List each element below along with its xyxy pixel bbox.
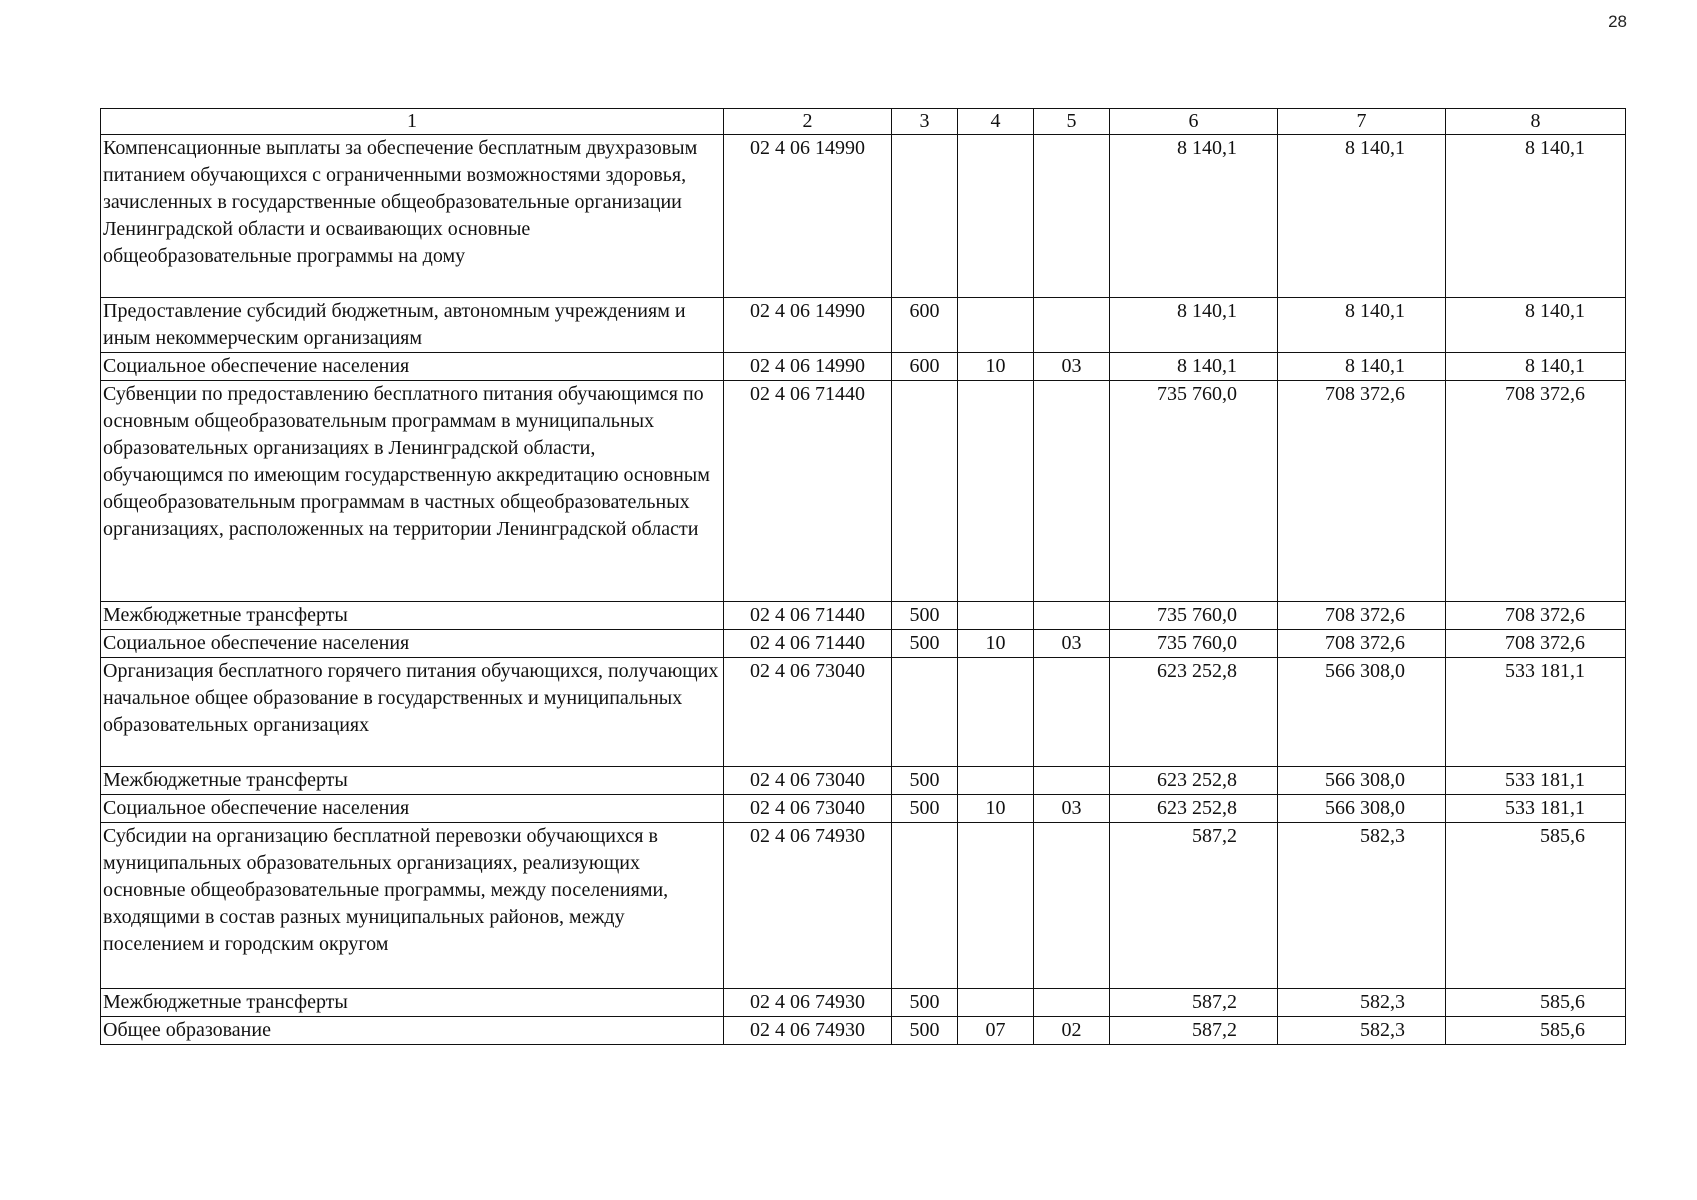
table-row: [101, 298, 1626, 353]
row-name: Социальное обеспечение населения: [101, 795, 724, 823]
row-value-7: 566 308,0: [1278, 767, 1446, 795]
table-row: [101, 823, 1626, 989]
row-value-7: 8 140,1: [1278, 298, 1446, 353]
row-col3: [892, 823, 958, 989]
column-header: 2: [724, 109, 892, 135]
row-col5: [1034, 658, 1110, 767]
row-value-6: 587,2: [1110, 1017, 1278, 1045]
row-name: Субвенции по предоставлению бесплатного питания обучающимся по основным общеобразовательным программам в муниципальных образовательных организациях в Ленинградской области, обучающимся по имеющим государственную аккредитацию основным общеобразовательным программам в частных общеобразовательных организациях, расположенных на территории Ленинградской области: [101, 381, 724, 602]
row-col4: [958, 767, 1034, 795]
row-col5: [1034, 381, 1110, 602]
column-header: 4: [958, 109, 1034, 135]
row-code: 02 4 06 73040: [724, 658, 892, 767]
row-value-7: 582,3: [1278, 1017, 1446, 1045]
table-row: [101, 135, 1626, 298]
row-name: Компенсационные выплаты за обеспечение бесплатным двухразовым питанием обучающихся с ограниченными возможностями здоровья, зачисленных в государственные общеобразовательные организации Ленинградской области и осваивающих основные общеобразовательные программы на дому: [101, 135, 724, 298]
row-col4: 10: [958, 795, 1034, 823]
row-code: 02 4 06 14990: [724, 135, 892, 298]
row-code: 02 4 06 14990: [724, 298, 892, 353]
table-row: [101, 658, 1626, 767]
column-header: 1: [101, 109, 724, 135]
row-col4: [958, 989, 1034, 1017]
table-row: [101, 1017, 1626, 1045]
row-value-7: 582,3: [1278, 989, 1446, 1017]
row-col5: [1034, 823, 1110, 989]
row-col5: [1034, 602, 1110, 630]
table-row: [101, 353, 1626, 381]
column-header: 5: [1034, 109, 1110, 135]
column-header: 8: [1446, 109, 1626, 135]
row-code: 02 4 06 73040: [724, 767, 892, 795]
column-header: 3: [892, 109, 958, 135]
row-value-7: 582,3: [1278, 823, 1446, 989]
row-col3: 600: [892, 298, 958, 353]
row-code: 02 4 06 73040: [724, 795, 892, 823]
row-col5: 03: [1034, 795, 1110, 823]
row-name: Субсидии на организацию бесплатной перевозки обучающихся в муниципальных образовательных организациях, реализующих основные общеобразовательные программы, между поселениями, входящими в состав разных муниципальных районов, между поселением и городским округом: [101, 823, 724, 989]
row-value-6: 735 760,0: [1110, 381, 1278, 602]
row-col3: 500: [892, 767, 958, 795]
column-header: 7: [1278, 109, 1446, 135]
row-name: Социальное обеспечение населения: [101, 630, 724, 658]
table-row: [101, 630, 1626, 658]
budget-table: [100, 108, 1626, 1045]
row-value-6: 735 760,0: [1110, 630, 1278, 658]
table-row: [101, 602, 1626, 630]
row-col4: [958, 298, 1034, 353]
row-code: 02 4 06 14990: [724, 353, 892, 381]
row-code: 02 4 06 74930: [724, 823, 892, 989]
row-value-6: 587,2: [1110, 823, 1278, 989]
row-col4: [958, 823, 1034, 989]
row-value-7: 708 372,6: [1278, 602, 1446, 630]
row-col5: [1034, 298, 1110, 353]
row-value-8: 533 181,1: [1446, 658, 1626, 767]
row-col3: 500: [892, 1017, 958, 1045]
row-col4: 10: [958, 353, 1034, 381]
row-value-7: 8 140,1: [1278, 135, 1446, 298]
row-col4: 10: [958, 630, 1034, 658]
row-value-8: 8 140,1: [1446, 135, 1626, 298]
row-col3: [892, 135, 958, 298]
row-value-6: 623 252,8: [1110, 767, 1278, 795]
row-value-8: 585,6: [1446, 1017, 1626, 1045]
row-col5: 02: [1034, 1017, 1110, 1045]
column-header: 6: [1110, 109, 1278, 135]
row-col3: [892, 381, 958, 602]
table-row: [101, 795, 1626, 823]
row-value-8: 585,6: [1446, 823, 1626, 989]
row-name: Социальное обеспечение населения: [101, 353, 724, 381]
row-name: Межбюджетные трансферты: [101, 767, 724, 795]
row-name: Межбюджетные трансферты: [101, 602, 724, 630]
row-value-6: 8 140,1: [1110, 298, 1278, 353]
row-value-8: 533 181,1: [1446, 795, 1626, 823]
row-name: Межбюджетные трансферты: [101, 989, 724, 1017]
row-value-8: 708 372,6: [1446, 630, 1626, 658]
row-value-7: 8 140,1: [1278, 353, 1446, 381]
row-value-8: 708 372,6: [1446, 381, 1626, 602]
row-value-8: 8 140,1: [1446, 353, 1626, 381]
row-col4: [958, 381, 1034, 602]
row-name: Предоставление субсидий бюджетным, автономным учреждениям и иным некоммерческим организациям: [101, 298, 724, 353]
row-value-8: 533 181,1: [1446, 767, 1626, 795]
row-col3: 500: [892, 602, 958, 630]
row-value-7: 708 372,6: [1278, 381, 1446, 602]
row-col4: [958, 602, 1034, 630]
row-code: 02 4 06 71440: [724, 381, 892, 602]
row-value-6: 623 252,8: [1110, 795, 1278, 823]
row-col3: 600: [892, 353, 958, 381]
row-value-7: 566 308,0: [1278, 795, 1446, 823]
row-value-6: 587,2: [1110, 989, 1278, 1017]
row-value-8: 585,6: [1446, 989, 1626, 1017]
row-col4: [958, 658, 1034, 767]
table-row: [101, 767, 1626, 795]
row-col5: [1034, 989, 1110, 1017]
row-value-7: 708 372,6: [1278, 630, 1446, 658]
row-code: 02 4 06 71440: [724, 602, 892, 630]
row-value-7: 566 308,0: [1278, 658, 1446, 767]
row-col3: 500: [892, 795, 958, 823]
row-col5: 03: [1034, 353, 1110, 381]
row-col5: [1034, 767, 1110, 795]
row-col3: [892, 658, 958, 767]
row-value-6: 623 252,8: [1110, 658, 1278, 767]
row-code: 02 4 06 74930: [724, 1017, 892, 1045]
header-row: [101, 109, 1626, 135]
table-row: [101, 381, 1626, 602]
row-value-8: 708 372,6: [1446, 602, 1626, 630]
row-value-6: 8 140,1: [1110, 353, 1278, 381]
row-col3: 500: [892, 989, 958, 1017]
row-code: 02 4 06 74930: [724, 989, 892, 1017]
page-number: 28: [1608, 12, 1627, 31]
row-col5: 03: [1034, 630, 1110, 658]
row-col5: [1034, 135, 1110, 298]
table-row: [101, 989, 1626, 1017]
row-value-6: 8 140,1: [1110, 135, 1278, 298]
row-col3: 500: [892, 630, 958, 658]
row-code: 02 4 06 71440: [724, 630, 892, 658]
row-name: Организация бесплатного горячего питания обучающихся, получающих начальное общее образование в государственных и муниципальных образовательных организациях: [101, 658, 724, 767]
row-value-8: 8 140,1: [1446, 298, 1626, 353]
row-col4: 07: [958, 1017, 1034, 1045]
row-name: Общее образование: [101, 1017, 724, 1045]
row-col4: [958, 135, 1034, 298]
row-value-6: 735 760,0: [1110, 602, 1278, 630]
